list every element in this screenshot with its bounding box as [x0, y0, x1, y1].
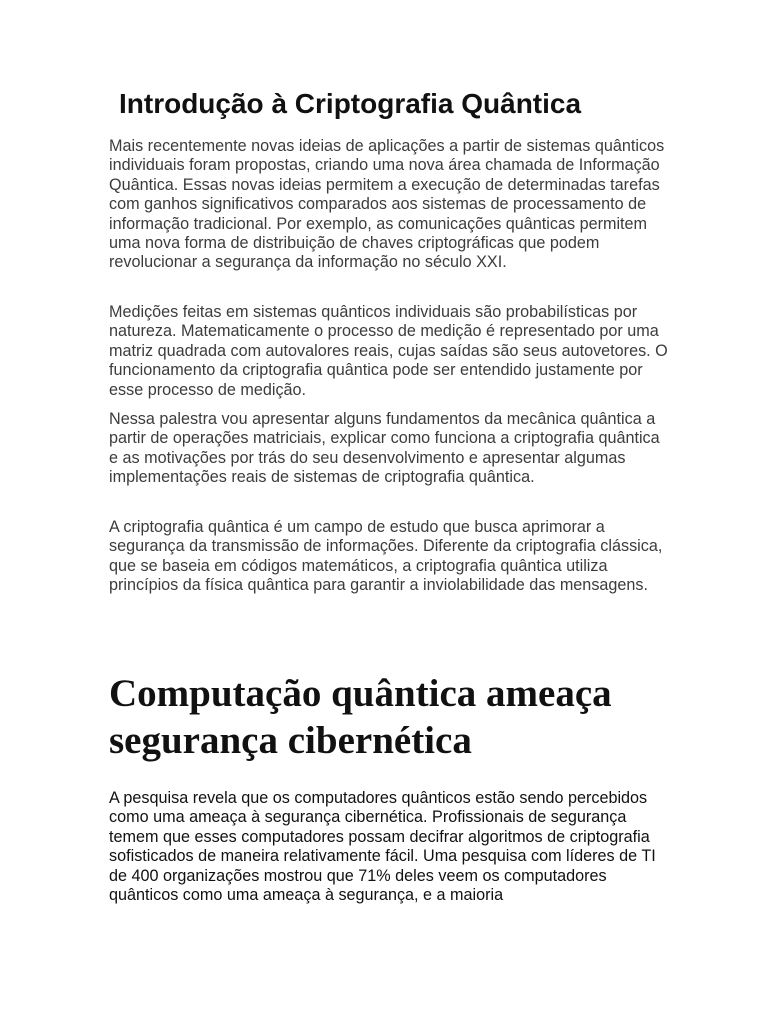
- paragraph-intro-1: Mais recentemente novas ideias de aplicações a partir de sistemas quânticos individuais foram propostas, criando uma nova área chamada de Informação Quântica. Essas novas ideias permitem a execução de determinadas tarefas com ganhos significativos comparados aos sistemas de processamento de informação tradicional. Por exemplo, as comunicações quânticas permitem uma nova forma de distribuição de chaves criptográficas que podem revolucionar a segurança da informação no século XXI.: [109, 137, 665, 272]
- paragraph-quantum-threat: A pesquisa revela que os computadores quânticos estão sendo percebidos como uma ameaça à segurança cibernética. Profissionais de segurança temem que esses computadores possam decifrar algoritmos de criptografia sofisticados de maneira relativamente fácil. Uma pesquisa com líderes de TI de 400 organizações mostrou que 71% deles veem os computadores quânticos como uma ameaça à segurança, e a maioria: [109, 789, 656, 905]
- section-title-quantum-threat: Computação quântica ameaça segurança cibernética: [109, 672, 612, 762]
- paragraph-intro-2: Medições feitas em sistemas quânticos individuais são probabilísticas por natureza. Matematicamente o processo de medição é representado por uma matriz quadrada com autovalores reais, cujas saídas são seus autovetores. O funcionamento da criptografia quântica pode ser entendido justamente por esse processo de medição.: [109, 303, 668, 399]
- paragraph-intro-3: Nessa palestra vou apresentar alguns fundamentos da mecânica quântica a partir de operações matriciais, explicar como funciona a criptografia quântica e as motivações por trás do seu desenvolvimento e apresentar algumas implementações reais de sistemas de criptografia quântica.: [109, 410, 660, 487]
- section-title-intro: Introdução à Criptografia Quântica: [119, 88, 582, 119]
- paragraph-intro-4: A criptografia quântica é um campo de estudo que busca aprimorar a segurança da transmissão de informações. Diferente da criptografia clássica, que se baseia em códigos matemáticos, a criptografia quântica utiliza princípios da física quântica para garantir a inviolabilidade das mensagens.: [109, 518, 663, 595]
